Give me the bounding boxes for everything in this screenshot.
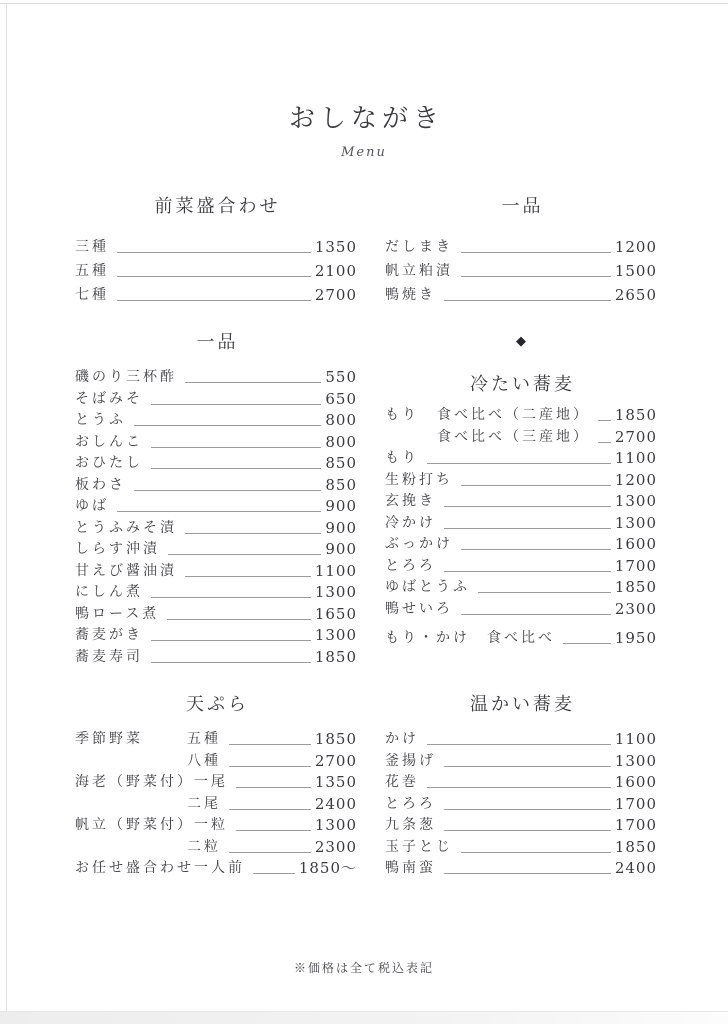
item-price: 1700 [614, 816, 657, 834]
menu-item-row [75, 628, 357, 643]
leader-line [229, 809, 311, 810]
menu-header [0, 98, 728, 160]
leader-line [151, 447, 321, 448]
paper-edge-top [0, 3, 728, 4]
item-label: ゆば [75, 498, 109, 514]
section-heading: 一品 [501, 196, 544, 217]
menu-item-row [385, 494, 657, 509]
diamond-divider-icon: ◆ [516, 334, 526, 349]
menu-item-row [385, 861, 657, 876]
item-price: 1600 [614, 535, 657, 553]
item-label: 食べ比べ（二産地） [437, 407, 590, 423]
menu-item-row [385, 451, 657, 466]
item-label: 花巻 [385, 774, 419, 790]
leader-line [461, 614, 611, 615]
item-label: 九条葱 [385, 817, 436, 833]
menu-item-row [75, 751, 357, 770]
menu-item-row [75, 647, 357, 666]
item-label: 磯のり三杯酢 [75, 369, 177, 385]
menu-item-row [385, 537, 657, 552]
item-price: 1850 [614, 837, 657, 856]
menu-item-row [385, 794, 657, 813]
item-price: 1950 [614, 628, 657, 647]
leader-line [444, 528, 611, 529]
menu-item-row [385, 408, 657, 423]
menu-item-row [75, 499, 357, 514]
item-price: 2700 [314, 751, 357, 770]
leader-line [185, 533, 321, 534]
item-label: だしまき [385, 239, 453, 255]
item-price: 1850 [314, 730, 357, 748]
leader-line [229, 766, 311, 767]
leader-line [598, 442, 611, 443]
item-group-label: 帆立（野菜付） [75, 817, 194, 833]
item-price: 1350 [314, 773, 357, 791]
item-label: かけ [385, 731, 419, 747]
leader-line [167, 619, 311, 620]
section-a-la-carte-right [385, 196, 657, 312]
section-tempura [75, 694, 357, 883]
leader-line [117, 511, 321, 512]
leader-line [185, 382, 321, 383]
leader-line [444, 506, 611, 507]
item-price: 1850～ [298, 859, 357, 877]
item-price: 2100 [314, 262, 357, 280]
item-price: 850 [325, 454, 357, 472]
item-price: 900 [325, 497, 357, 515]
leader-line [134, 425, 321, 426]
item-label: 七種 [75, 287, 109, 303]
menu-item-row [75, 389, 357, 408]
item-label: 冷かけ [385, 514, 436, 531]
menu-item-row [75, 518, 357, 537]
paper-edge-bottom [0, 1011, 728, 1024]
menu-item-row [75, 561, 357, 580]
menu-item-row [75, 370, 357, 385]
section-cold-soba [385, 374, 657, 652]
item-price: 2700 [314, 286, 357, 304]
item-label: とうふみそ漬 [75, 519, 177, 536]
leader-line [461, 252, 611, 253]
menu-item-row [385, 556, 657, 575]
item-price: 1300 [614, 492, 657, 510]
item-price: 1300 [314, 626, 357, 644]
item-label: 甘えび醤油漬 [75, 562, 177, 579]
menu-item-row [75, 861, 357, 876]
menu-item-row [75, 818, 357, 833]
leader-line [563, 643, 611, 644]
item-price: 800 [325, 411, 357, 429]
item-label: 二尾 [187, 795, 221, 812]
item-price: 1200 [614, 238, 657, 256]
item-label: 食べ比べ（三産地） [437, 428, 590, 445]
menu-item-row [75, 837, 357, 856]
item-label: とうふ [75, 412, 126, 428]
leader-line [236, 830, 311, 831]
item-label: もり・かけ 食べ比べ [385, 629, 555, 646]
menu-item-row [385, 470, 657, 489]
leader-line [444, 766, 611, 767]
section-heading: 温かい蕎麦 [470, 694, 575, 715]
section-heading: 天ぷら [186, 694, 249, 715]
leader-line [461, 549, 611, 550]
menu-item-row [75, 732, 357, 747]
item-price: 800 [325, 432, 357, 451]
menu-item-row [385, 775, 657, 790]
leader-line [427, 787, 611, 788]
section-heading: 前菜盛合わせ [154, 196, 281, 217]
leader-line [151, 468, 321, 469]
item-price: 2300 [614, 599, 657, 618]
item-label: 一尾 [194, 774, 228, 790]
item-label: おしんこ [75, 433, 143, 450]
menu-item-row [385, 513, 657, 532]
leader-line [461, 485, 611, 486]
menu-item-row [385, 732, 657, 747]
item-price: 1300 [314, 583, 357, 601]
menu-item-row [385, 427, 657, 446]
leader-line [117, 300, 311, 301]
item-label: 二粒 [187, 838, 221, 855]
menu-item-row [75, 585, 357, 600]
item-price: 1650 [314, 604, 357, 623]
item-price: 2400 [614, 859, 657, 877]
leader-line [151, 597, 311, 598]
menu-item-row [385, 264, 657, 279]
section-heading: 一品 [196, 332, 239, 353]
menu-item-row [75, 475, 357, 494]
item-price: 2400 [314, 794, 357, 813]
item-label: ぶっかけ [385, 536, 453, 552]
item-label: 五種 [75, 263, 109, 279]
item-price: 900 [325, 540, 357, 558]
item-label: そばみそ [75, 390, 143, 407]
item-label: 一人前 [194, 860, 245, 876]
item-price: 1500 [614, 262, 657, 280]
leader-line [444, 809, 611, 810]
item-label: 鴨ロース煮 [75, 605, 160, 622]
item-price: 1100 [614, 449, 657, 467]
menu-item-row [385, 751, 657, 770]
item-price: 550 [325, 368, 357, 386]
leader-line [478, 592, 611, 593]
tax-note: ※価格は全て税込表記 [293, 961, 434, 975]
menu-item-row [75, 794, 357, 813]
item-label: 釜揚げ [385, 752, 436, 769]
item-label: とろろ [385, 557, 436, 574]
item-price: 900 [325, 518, 357, 537]
item-price: 2700 [614, 427, 657, 446]
item-label: 鴨せいろ [385, 600, 453, 617]
menu-item-row [75, 456, 357, 471]
item-price: 1300 [314, 816, 357, 834]
menu-item-row [385, 818, 657, 833]
item-price: 1100 [614, 730, 657, 748]
item-price: 1700 [614, 556, 657, 575]
menu-item-row [385, 580, 657, 595]
item-group-label: 海老（野菜付） [75, 774, 194, 790]
section-appetizer-assortment [75, 196, 357, 312]
leader-line [598, 420, 611, 421]
menu-item-row [75, 413, 357, 428]
item-label: もり [385, 450, 419, 466]
section-heading: 冷たい蕎麦 [470, 374, 575, 395]
menu-item-row [75, 288, 357, 303]
section-warm-soba [385, 694, 657, 883]
item-label: 三種 [75, 239, 109, 255]
item-label: 玉子とじ [385, 838, 453, 855]
item-label: 鴨南蛮 [385, 860, 436, 876]
item-group-label: もり [385, 407, 419, 423]
leader-line [229, 852, 311, 853]
item-price: 1850 [614, 578, 657, 596]
item-price: 1200 [614, 470, 657, 489]
leader-line [461, 276, 611, 277]
item-label: 玄挽き [385, 493, 436, 509]
leader-line [444, 873, 611, 874]
item-group-label: お任せ盛合わせ [75, 860, 194, 876]
leader-line [236, 787, 311, 788]
item-price: 1700 [614, 794, 657, 813]
item-label: 板わさ [75, 476, 126, 493]
leader-line [444, 571, 611, 572]
item-price: 1300 [614, 751, 657, 770]
leader-line [117, 276, 311, 277]
leader-line [444, 300, 611, 301]
item-group-label: 季節野菜 [75, 731, 143, 747]
item-label: 一粒 [194, 817, 228, 833]
section-a-la-carte-left [75, 332, 357, 671]
item-label: 八種 [187, 752, 221, 769]
item-price: 1850 [314, 647, 357, 666]
leader-line [168, 554, 321, 555]
leader-line [151, 662, 311, 663]
leader-line [427, 463, 611, 464]
menu-item-row [385, 599, 657, 618]
item-price: 1100 [314, 561, 357, 580]
item-label: 五種 [187, 731, 221, 747]
item-price: 850 [325, 475, 357, 494]
page-subtitle: Menu [341, 145, 387, 160]
item-price: 1600 [614, 773, 657, 791]
item-price: 2300 [314, 837, 357, 856]
menu-item-row [75, 604, 357, 623]
leader-line [461, 852, 611, 853]
leader-line [117, 252, 311, 253]
item-label: 蕎麦がき [75, 627, 143, 643]
item-label: 鴨焼き [385, 287, 436, 303]
item-label: にしん煮 [75, 584, 143, 600]
menu-item-row [385, 628, 657, 647]
leader-line [427, 744, 611, 745]
item-price: 2650 [614, 286, 657, 304]
menu-item-row [75, 264, 357, 279]
item-label: とろろ [385, 795, 436, 812]
menu-item-row [75, 432, 357, 451]
menu-item-row [385, 240, 657, 255]
menu-item-row [75, 775, 357, 790]
item-price: 650 [325, 389, 357, 408]
leader-line [229, 744, 311, 745]
leader-line [185, 576, 311, 577]
leader-line [444, 830, 611, 831]
item-label: おひたし [75, 455, 143, 471]
item-price: 1300 [614, 513, 657, 532]
item-label: ゆばとうふ [385, 579, 470, 595]
item-label: 帆立粕漬 [385, 263, 453, 279]
menu-item-row [385, 837, 657, 856]
leader-line [151, 640, 311, 641]
page-title: おしながき [288, 104, 444, 134]
menu-item-row [75, 542, 357, 557]
item-label: 蕎麦寿司 [75, 648, 143, 665]
leader-line [134, 490, 321, 491]
leader-line [253, 873, 295, 874]
item-price: 1850 [614, 406, 657, 424]
leader-line [151, 404, 321, 405]
item-price: 1350 [314, 238, 357, 256]
item-label: しらす沖漬 [75, 541, 160, 557]
menu-item-row [75, 240, 357, 255]
item-label: 生粉打ち [385, 471, 453, 488]
menu-item-row [385, 288, 657, 303]
